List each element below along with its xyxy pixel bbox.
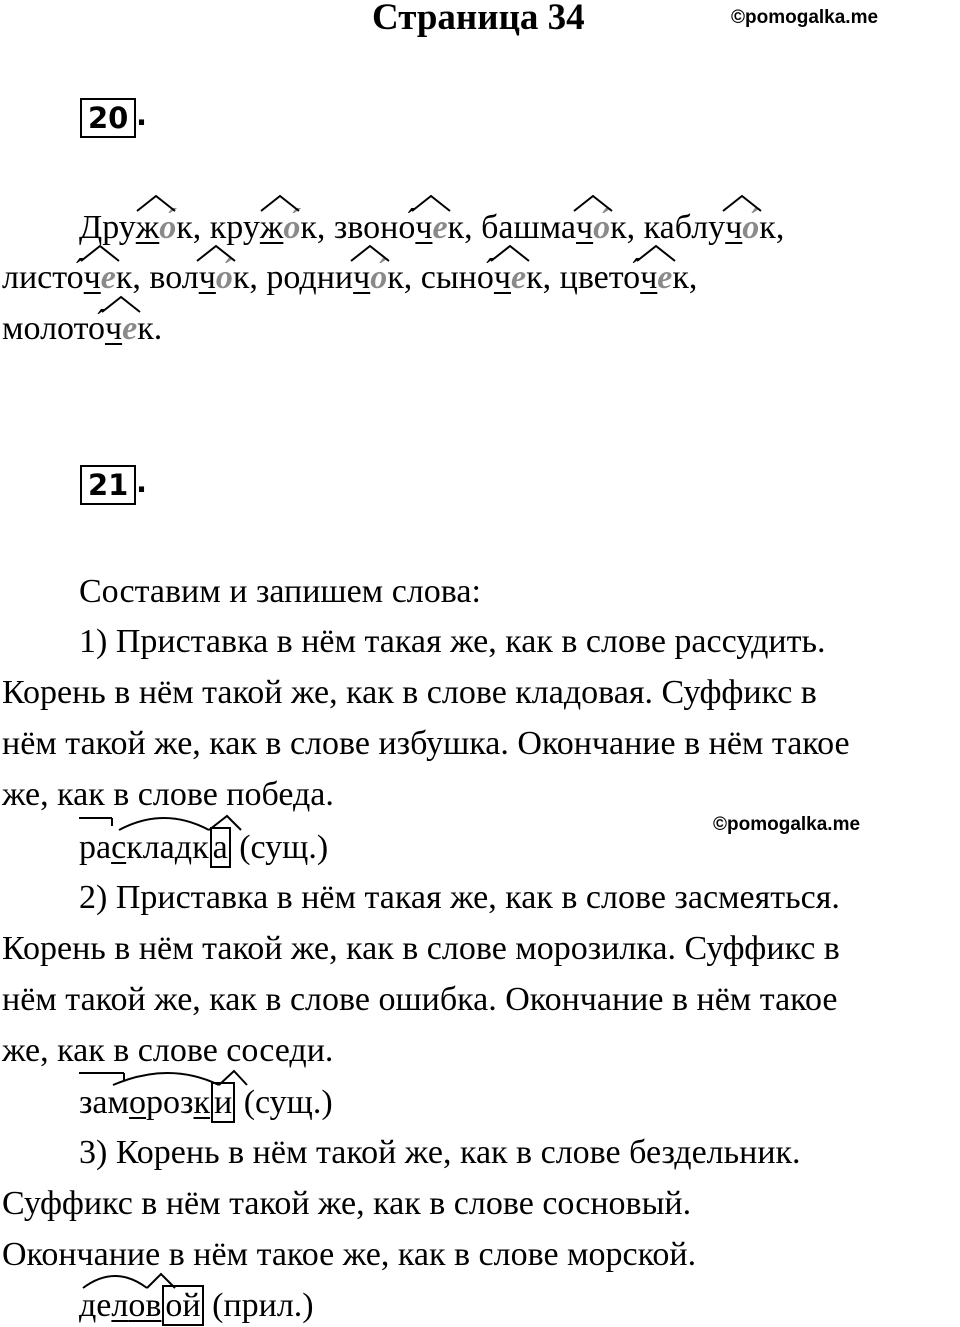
task20-line-3: молото́ чек.: [2, 309, 162, 349]
suffix-mark: че: [640, 258, 672, 298]
ending-box: а: [210, 827, 231, 868]
suffix-arc-icon: [196, 244, 236, 262]
suffix-word: листо́ чек: [2, 259, 132, 296]
suffix-arc-icon: [411, 194, 451, 212]
suffix-arc-icon: [636, 244, 676, 262]
item2-line-3: нём такой же, как в слове ошибка. Окончание в нём такое: [2, 981, 838, 1018]
item2-line-4: же, как в слове соседи.: [2, 1032, 334, 1069]
root-arc-icon: [79, 810, 249, 834]
suffix-mark: че: [494, 258, 526, 298]
suffix-arc-icon: [490, 244, 530, 262]
watermark: ©pomogalka.me: [731, 7, 879, 28]
suffix-word: Дру жо́к: [79, 209, 193, 246]
suffix-word: вол чо́к: [149, 259, 249, 296]
task-number-box: 20: [80, 98, 136, 138]
task-number-dot: .: [136, 465, 148, 499]
suffix-mark: жо́: [260, 208, 301, 248]
suffix-mark: че: [84, 258, 116, 298]
item2-line-1: 2) Приставка в нём такая же, как в слове засмеяться.: [79, 879, 840, 916]
suffix-arc-icon: [136, 194, 176, 212]
item2-answer: заморозк и (сущ.): [79, 1083, 333, 1123]
suffix-arc-icon: [260, 194, 300, 212]
morpheme-word: делов ой: [79, 1286, 204, 1326]
suffix-mark: чо́: [576, 208, 610, 248]
morpheme-word: раскладк а: [79, 828, 231, 868]
item3-line-2: Суффикс в нём такой же, как в слове сосновый.: [2, 1185, 692, 1222]
suffix-mark: жо́: [136, 208, 177, 248]
item1-answer: раскладк а (сущ.): [79, 828, 328, 868]
suffix-arc-icon: [350, 244, 390, 262]
task21-intro: Составим и запишем слова:: [79, 573, 481, 610]
item1-line-2: Корень в нём такой же, как в слове кладовая. Суффикс в: [2, 674, 817, 711]
suffix-word: родни чо́к: [266, 259, 403, 296]
suffix-arc-icon: [722, 194, 762, 212]
ending-box: и: [211, 1082, 235, 1123]
suffix-arc-icon: [80, 244, 120, 262]
item1-line-1: 1) Приставка в нём такая же, как в слове рассудить.: [79, 623, 826, 660]
suffix-word: цвето́ чек: [560, 259, 689, 296]
item2-line-2: Корень в нём такой же, как в слове морозилка. Суффикс в: [2, 930, 840, 967]
task-number-box: 21: [80, 465, 136, 505]
suffix-word: кру жо́к: [210, 209, 317, 246]
suffix-word: сыно́ чек: [421, 259, 543, 296]
suffix-mark: чо́: [353, 258, 387, 298]
root-arc-icon: [79, 1268, 219, 1292]
suffix-word: молото́ чек: [2, 310, 154, 347]
suffix-word: башма чо́к: [481, 209, 627, 246]
watermark: ©pomogalka.me: [713, 814, 861, 835]
item3-answer: делов ой (прил.): [79, 1286, 314, 1326]
suffix-word: каблу чо́к: [644, 209, 776, 246]
suffix-word: звоно́ чек: [334, 209, 464, 246]
suffix-mark: че: [105, 309, 137, 349]
morpheme-word: заморозк и: [79, 1083, 235, 1123]
task20-line-1: Дру жо́к, кру жо́к, звоно́ чек, башма чо́к, каблу чо́к,: [79, 208, 784, 248]
item3-line-3: Окончание в нём такое же, как в слове морской.: [2, 1236, 697, 1273]
suffix-mark: чо́: [725, 208, 759, 248]
ending-box: ой: [162, 1285, 203, 1326]
item1-line-4: же, как в слове победа.: [2, 776, 334, 813]
suffix-arc-icon: [101, 295, 141, 313]
task-number-dot: .: [136, 98, 148, 132]
task20-line-2: листо́ чек, вол чо́к, родни чо́к, сыно́ чек, цвето́ чек,: [2, 258, 697, 298]
suffix-arc-icon: [573, 194, 613, 212]
item1-line-3: нём такой же, как в слове избушка. Окончание в нём такое: [2, 725, 850, 762]
item3-line-1: 3) Корень в нём такой же, как в слове бездельник.: [79, 1134, 801, 1171]
suffix-mark: че: [415, 208, 447, 248]
root-arc-icon: [79, 1065, 259, 1089]
suffix-mark: чо́: [199, 258, 233, 298]
page-title: Страница 34: [372, 0, 585, 38]
